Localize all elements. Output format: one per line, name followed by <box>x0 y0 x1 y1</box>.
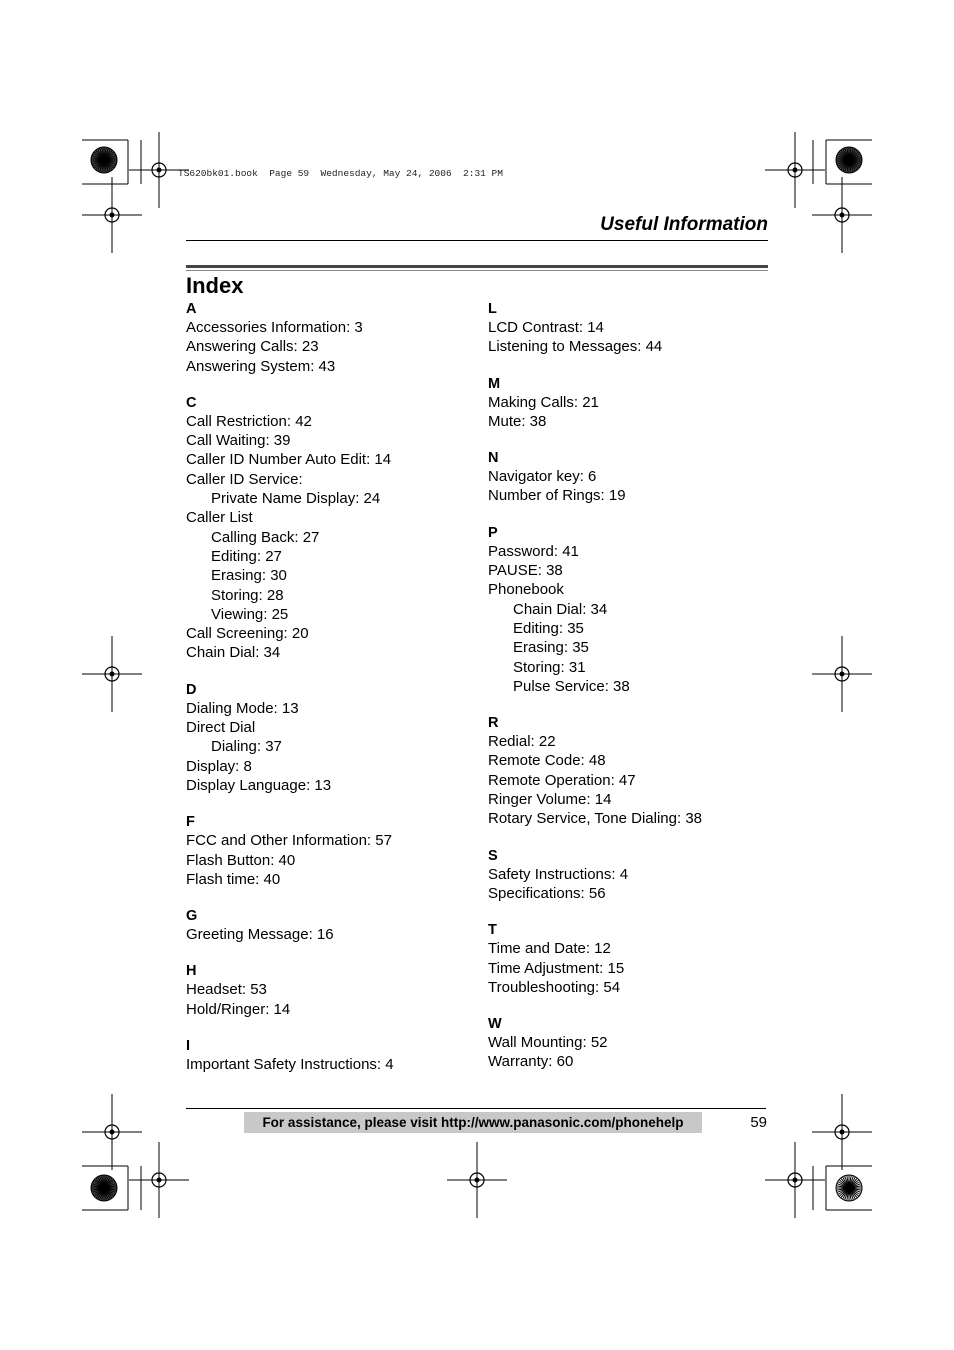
index-subentry: Storing: 31 <box>513 658 586 676</box>
index-entry: Answering Calls: 23 <box>186 338 319 356</box>
index-entry: Chain Dial: 34 <box>186 644 281 662</box>
index-entry: Caller List <box>186 509 253 527</box>
index-group-a <box>186 300 476 376</box>
index-subentry: Viewing: 25 <box>211 605 289 623</box>
index-entry: Direct Dial <box>186 719 256 737</box>
page-title: Index <box>186 273 244 298</box>
index-subentry: Editing: 35 <box>513 619 584 637</box>
index-entry: Caller ID Number Auto Edit: 14 <box>186 451 392 469</box>
index-letter: M <box>488 375 501 392</box>
index-group-f <box>186 813 476 889</box>
assistance-banner: For assistance, please visit http://www.panasonic.com/phonehelp <box>244 1112 702 1133</box>
index-entry: Time Adjustment: 15 <box>488 959 625 977</box>
index-group-w <box>488 1015 778 1072</box>
index-column-left <box>186 300 476 1092</box>
index-entry: PAUSE: 38 <box>488 562 563 580</box>
index-letter: T <box>488 922 497 939</box>
index-subentry: Erasing: 35 <box>513 639 589 657</box>
index-letter: A <box>186 301 197 317</box>
index-group-p <box>488 524 778 696</box>
index-entry: Headset: 53 <box>186 981 267 999</box>
index-letter: N <box>488 450 499 467</box>
index-entry: Redial: 22 <box>488 733 556 751</box>
index-letter: C <box>186 394 197 411</box>
index-entry: Caller ID Service: <box>186 470 303 488</box>
index-entry: LCD Contrast: 14 <box>488 319 604 336</box>
index-entry: FCC and Other Information: 57 <box>186 832 392 850</box>
index-letter: S <box>488 847 498 864</box>
index-entry: Wall Mounting: 52 <box>488 1034 608 1052</box>
index-entry: Warranty: 60 <box>488 1053 574 1071</box>
index-entry: Answering System: 43 <box>186 357 336 375</box>
index-subentry: Dialing: 37 <box>211 738 282 756</box>
index-entry: Troubleshooting: 54 <box>488 978 621 996</box>
index-entry: Specifications: 56 <box>488 884 606 902</box>
index-entry: Ringer Volume: 14 <box>488 791 612 809</box>
index-entry: Navigator key: 6 <box>488 468 597 486</box>
index-letter: P <box>488 524 498 541</box>
header-rule <box>186 240 768 241</box>
footer-rule <box>186 1108 766 1109</box>
index-letter: G <box>186 908 198 925</box>
index-letter: F <box>186 814 195 831</box>
index-subentry: Erasing: 30 <box>211 567 287 585</box>
index-subentry: Storing: 28 <box>211 586 284 604</box>
index-entry: Remote Operation: 47 <box>488 771 636 789</box>
index-group-t <box>488 921 778 997</box>
index-entry: Greeting Message: 16 <box>186 926 334 944</box>
index-group-m <box>488 375 778 432</box>
index-group-i <box>186 1037 476 1074</box>
index-entry: Safety Instructions: 4 <box>488 865 629 883</box>
index-entry: Phonebook <box>488 581 564 599</box>
index-group-l <box>488 300 778 357</box>
index-subentry: Calling Back: 27 <box>211 528 320 546</box>
index-letter: L <box>488 301 497 317</box>
index-entry: Flash time: 40 <box>186 870 281 888</box>
index-entry: Time and Date: 12 <box>488 940 611 958</box>
index-entry: Important Safety Instructions: 4 <box>186 1056 394 1074</box>
page-number: 59 <box>750 1114 767 1131</box>
index-group-r <box>488 714 778 828</box>
book-file-info: TS620bk01.book Page 59 Wednesday, May 24, 2006 2:31 PM <box>178 168 503 179</box>
index-letter: H <box>186 963 197 980</box>
index-entry: Display: 8 <box>186 757 252 775</box>
index-entry: Number of Rings: 19 <box>488 487 626 505</box>
section-title: Useful Information <box>600 214 768 235</box>
index-letter: D <box>186 681 197 698</box>
index-group-n <box>488 449 778 506</box>
index-group-h <box>186 962 476 1019</box>
index-entry: Making Calls: 21 <box>488 393 599 411</box>
index-entry: Mute: 38 <box>488 412 547 430</box>
index-group-s <box>488 847 778 904</box>
index-entry: Hold/Ringer: 14 <box>186 1000 291 1018</box>
index-group-g <box>186 907 476 944</box>
index-entry: Listening to Messages: 44 <box>488 338 663 356</box>
index-letter: W <box>488 1016 502 1033</box>
index-letter: I <box>186 1038 191 1055</box>
index-entry: Call Screening: 20 <box>186 625 309 643</box>
index-entry: Call Waiting: 39 <box>186 432 291 450</box>
index-entry: Accessories Information: 3 <box>186 319 363 336</box>
index-entry: Dialing Mode: 13 <box>186 699 299 717</box>
index-subentry: Chain Dial: 34 <box>513 600 608 618</box>
index-group-c <box>186 394 476 663</box>
index-subentry: Pulse Service: 38 <box>513 677 630 695</box>
index-entry: Display Language: 13 <box>186 776 332 794</box>
index-entry: Call Restriction: 42 <box>186 412 312 430</box>
index-column-right <box>488 300 778 1090</box>
index-entry: Password: 41 <box>488 542 579 560</box>
index-group-d <box>186 681 476 795</box>
index-subentry: Private Name Display: 24 <box>211 490 381 508</box>
index-letter: R <box>488 715 499 732</box>
index-entry: Flash Button: 40 <box>186 851 296 869</box>
index-subentry: Editing: 27 <box>211 547 282 565</box>
index-entry: Rotary Service, Tone Dialing: 38 <box>488 810 702 828</box>
index-entry: Remote Code: 48 <box>488 752 606 770</box>
heading-rule <box>186 265 768 271</box>
